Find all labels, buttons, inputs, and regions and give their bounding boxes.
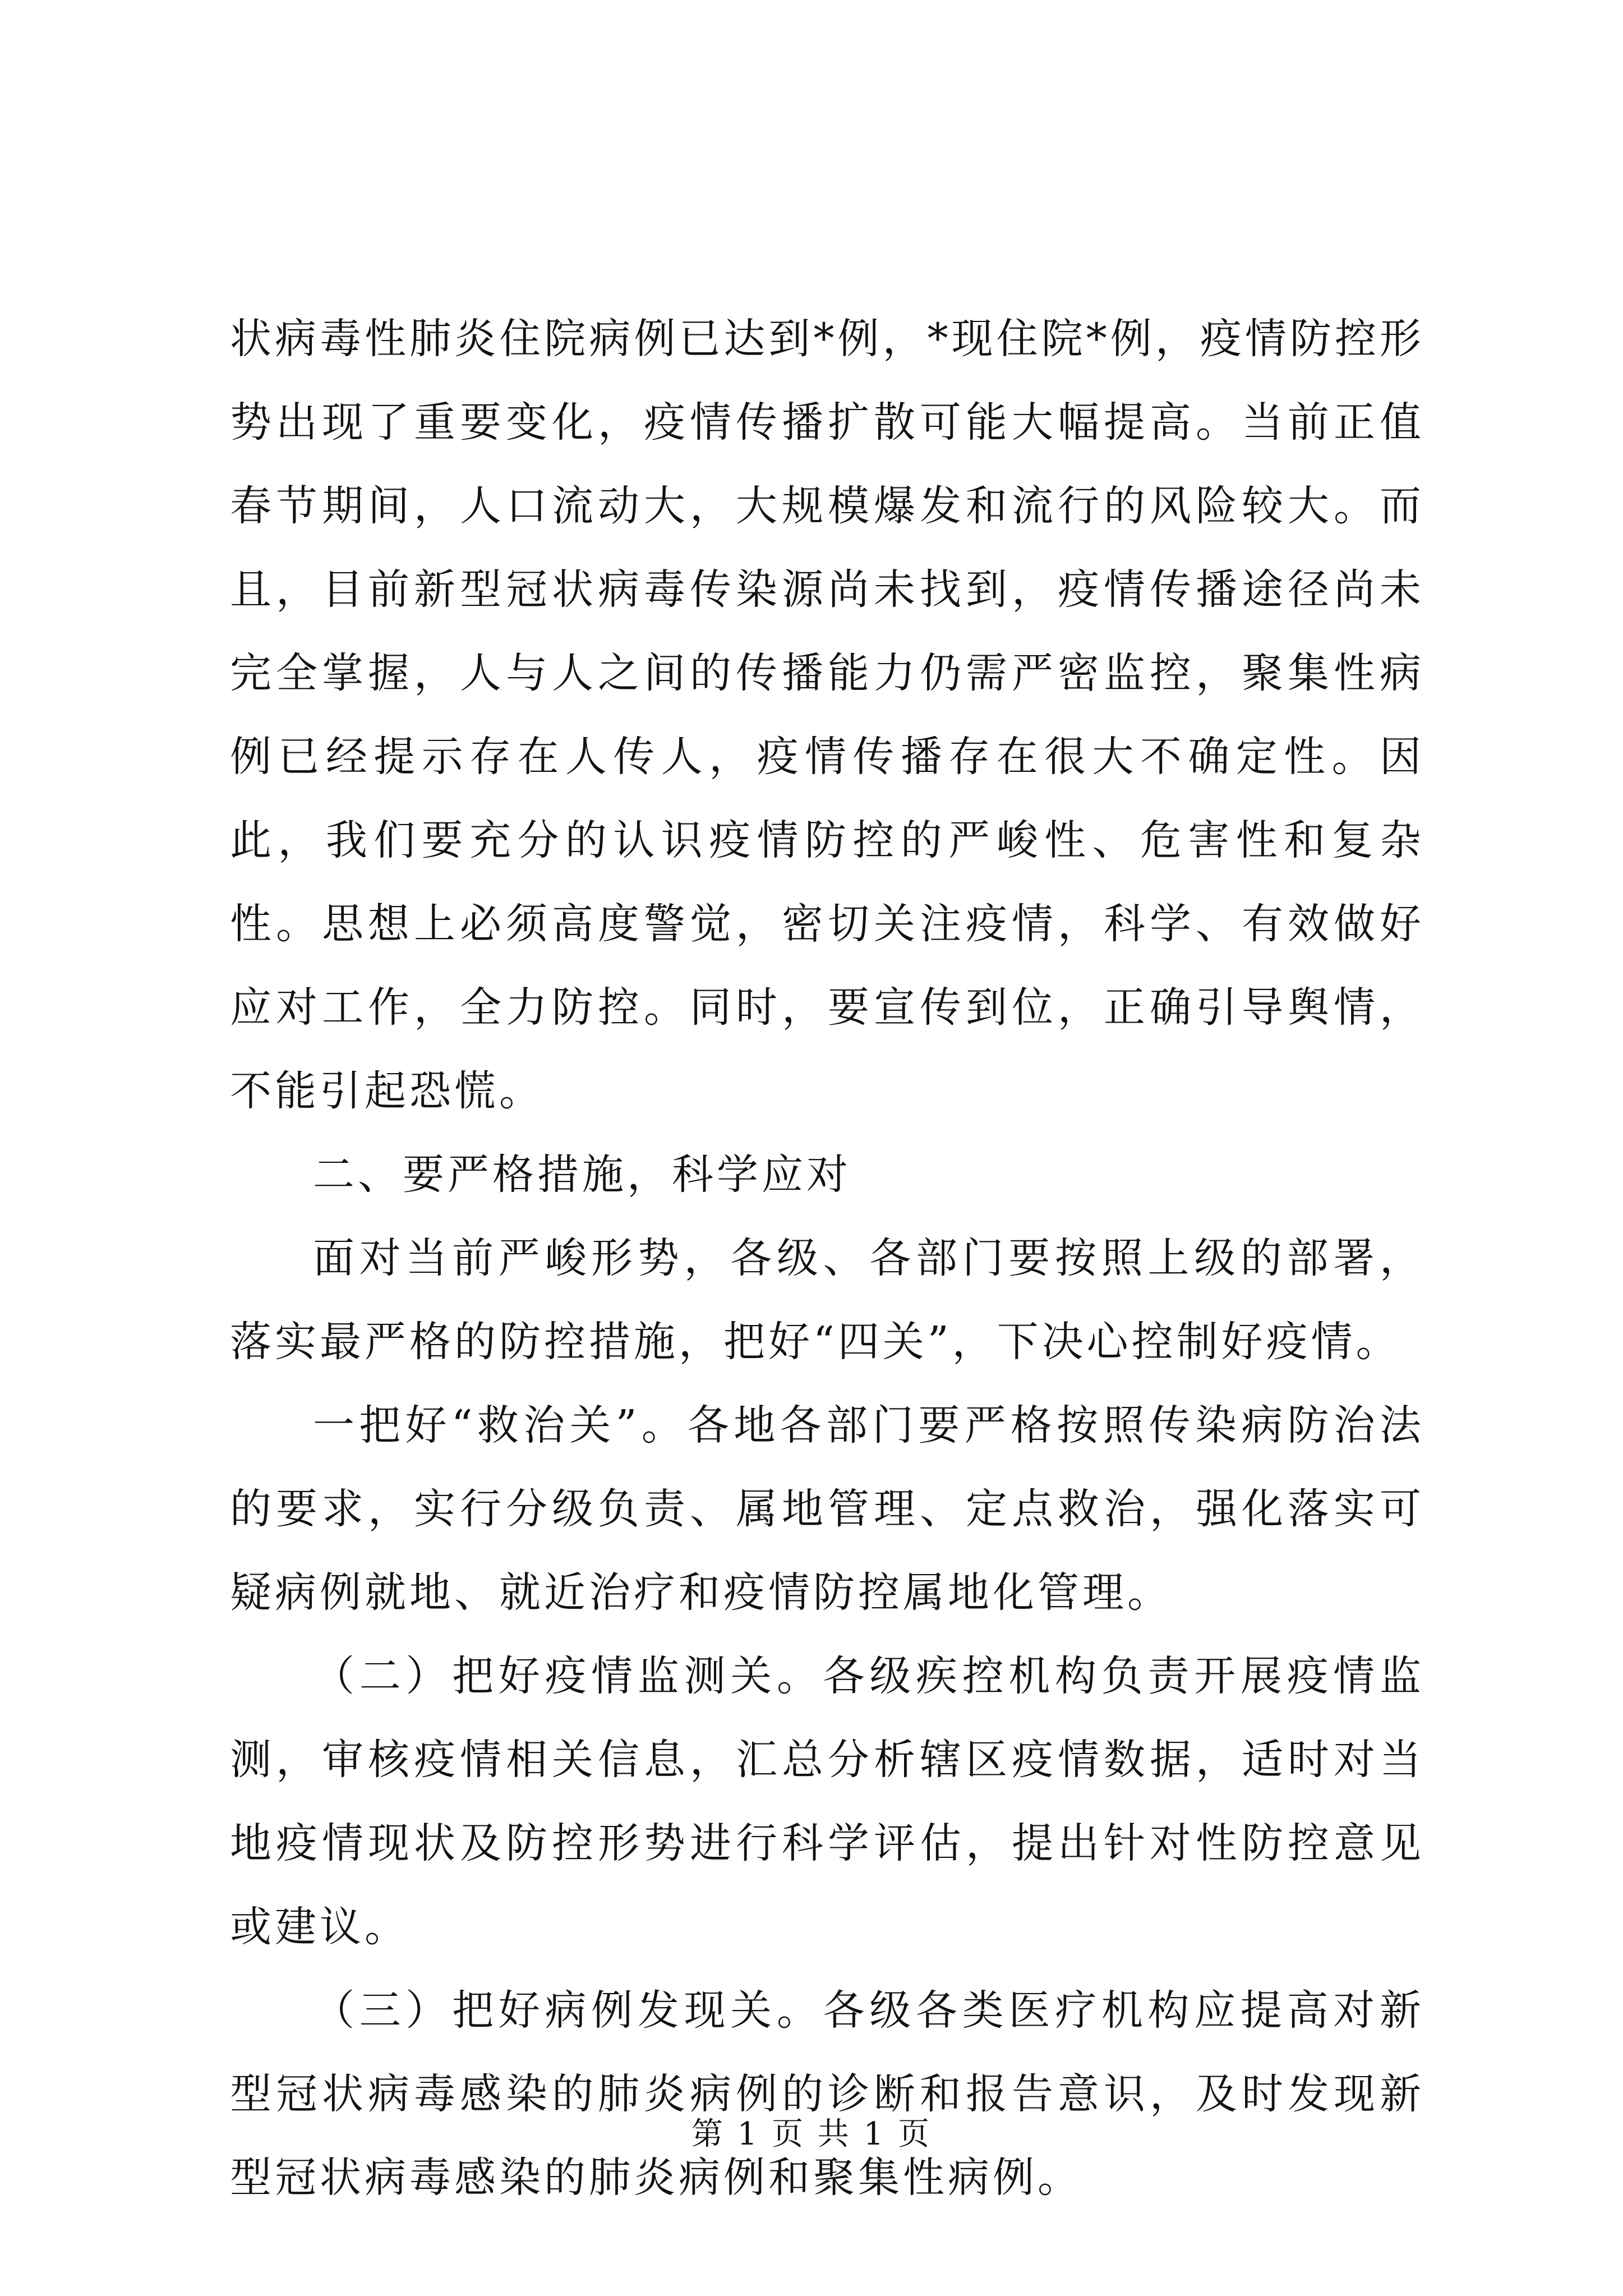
- page-footer: 第 1 页 共 1 页: [691, 2116, 932, 2152]
- paragraph-measures-intro: 面对当前严峻形势，各级、各部门要按照上级的部署，落实最严格的防控措施，把好“四关”，下决心控制好疫情。: [230, 1234, 1424, 1366]
- document-body: [230, 297, 1424, 2220]
- paragraph-continuation: 状病毒性肺炎住院病例已达到*例，*现住院*例，疫情防控形势出现了重要变化，疫情传播扩散可能大幅提高。当前正值春节期间，人口流动大，大规模爆发和流行的风险较大。而且，目前新型冠状病毒传染源尚未找到，疫情传播途径尚未完全掌握，人与人之间的传播能力仍需严密监控，聚集性病例已经提示存在人传人，疫情传播存在很大不确定性。因此，我们要充分的认识疫情防控的严峻性、危害性和复杂性。思想上必须高度警觉，密切关注疫情，科学、有效做好应对工作，全力防控。同时，要宣传到位，正确引导舆情，不能引起恐慌。: [230, 315, 1424, 1115]
- paragraph-discovery-gate: （三）把好病例发现关。各级各类医疗机构应提高对新型冠状病毒感染的肺炎病例的诊断和报告意识，及时发现新型冠状病毒感染的肺炎病例和聚集性病例。: [230, 1986, 1424, 2202]
- section-heading: 二、要严格措施，科学应对: [313, 1151, 851, 1199]
- paragraph-treatment-gate: 一把好“救治关”。各地各部门要严格按照传染病防治法的要求，实行分级负责、属地管理、定点救治，强化落实可疑病例就地、就近治疗和疫情防控属地化管理。: [230, 1401, 1424, 1617]
- paragraph-monitoring-gate: （二）把好疫情监测关。各级疾控机构负责开展疫情监测，审核疫情相关信息，汇总分析辖区疫情数据，适时对当地疫情现状及防控形势进行科学评估，提出针对性防控意见或建议。: [230, 1652, 1424, 1951]
